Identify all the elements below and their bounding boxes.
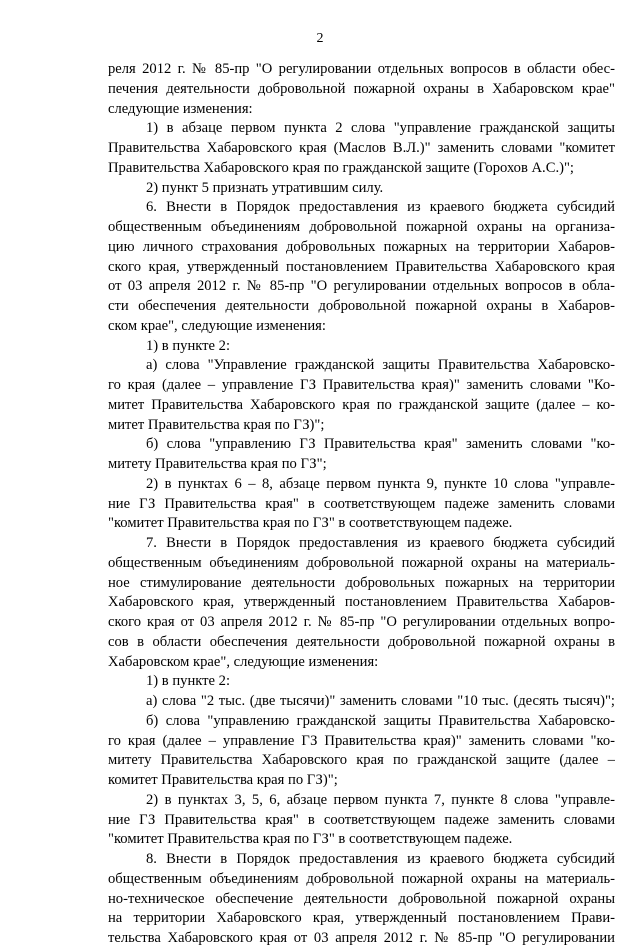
- text-line: б) слова "управлению гражданской защиты Правительства Хабаровско-: [146, 712, 615, 729]
- text-line: 7. Внести в Порядок предоставления из краевого бюджета субсидий: [146, 535, 615, 551]
- text-line: митет Правительства края по ГЗ)";: [108, 416, 325, 433]
- text-line: митету Правительства Хабаровского края по гражданской защите (далее –: [108, 752, 615, 769]
- text-line: реля 2012 г. № 85-пр "О регулировании отдельных вопросов в области обес-: [108, 61, 615, 77]
- text-line: "комитет Правительства края по ГЗ" в соответствующем падеже.: [108, 831, 513, 848]
- text-line: Правительства Хабаровского края (Маслов В.Л.)" заменить словами "комитет: [108, 140, 615, 156]
- text-line: 1) в пункте 2:: [146, 337, 231, 354]
- text-line: ском крае", следующие изменения:: [108, 317, 326, 334]
- text-line: ского края, утвержденный постановлением Правительства Хабаровского края: [108, 258, 615, 275]
- text-line: общественным объединениям добровольной пожарной охраны на материаль-: [108, 554, 615, 571]
- text-line: а) слова "Управление гражданской защиты Правительства Хабаровско-: [146, 357, 615, 374]
- text-line: 6. Внести в Порядок предоставления из краевого бюджета субсидий: [146, 199, 615, 216]
- text-line: 8. Внести в Порядок предоставления из краевого бюджета субсидий: [146, 851, 615, 867]
- text-line: "комитет Правительства края по ГЗ" в соответствующем падеже.: [108, 515, 513, 532]
- text-line: сов в области обеспечения деятельности добровольной пожарной охраны в: [108, 633, 615, 650]
- text-line: ное стимулирование деятельности добровольных пожарных на территории: [108, 574, 615, 591]
- text-line: 2) пункт 5 признать утратившим силу.: [146, 179, 384, 196]
- text-line: 2) в пунктах 6 – 8, абзаце первом пункта 9, пункте 10 слова "управле-: [146, 475, 615, 492]
- text-line: го края (далее – управление ГЗ Правительства края)" заменить словами "ко-: [108, 732, 615, 749]
- text-line: печения деятельности добровольной пожарной охраны в Хабаровском крае": [108, 80, 615, 97]
- text-line: тельства Хабаровского края от 03 апреля 2012 г. № 85-пр "О регулировании: [108, 930, 615, 946]
- text-line: ского края от 03 апреля 2012 г. № 85-пр "О регулировании отдельных вопро-: [108, 614, 615, 630]
- text-line: на территории Хабаровского края, утвержденный постановлением Прави-: [108, 910, 615, 927]
- text-line: митету Правительства края по ГЗ";: [108, 456, 327, 472]
- text-line: ние ГЗ Правительства края" в соответствующем падеже заменить словами: [108, 811, 615, 828]
- text-line: сти обеспечения деятельности добровольной пожарной охраны в Хабаров-: [108, 298, 615, 314]
- document-body: [108, 60, 615, 949]
- text-line: ние ГЗ Правительства края" в соответствующем падеже заменить словами: [108, 495, 615, 512]
- text-line: го края (далее – управление ГЗ Правительства края)" заменить словами "Ко-: [108, 377, 615, 393]
- text-line: а) слова "2 тыс. (две тысячи)" заменить словами "10 тыс. (десять тысяч)";: [146, 693, 615, 709]
- text-line: б) слова "управлению ГЗ Правительства края" заменить словами "ко-: [146, 436, 615, 453]
- text-line: 2) в пунктах 3, 5, 6, абзаце первом пункта 7, пункте 8 слова "управле-: [146, 791, 615, 808]
- text-line: но-техническое обеспечение деятельности добровольной пожарной охраны: [108, 890, 615, 907]
- text-line: от 03 апреля 2012 г. № 85-пр "О регулировании отдельных вопросов в обла-: [108, 278, 615, 295]
- text-line: комитет Правительства края по ГЗ)";: [108, 772, 338, 788]
- text-line: Правительства Хабаровского края по гражданской защите (Горохов А.С.)";: [108, 159, 574, 176]
- page-number: 2: [316, 31, 324, 46]
- text-line: цию личного страхования добровольных пожарных на территории Хабаров-: [108, 238, 615, 255]
- text-line: следующие изменения:: [108, 100, 253, 117]
- text-line: 1) в абзаце первом пункта 2 слова "управление гражданской защиты: [146, 120, 615, 137]
- text-line: Хабаровского края, утвержденный постановлением Правительства Хабаров-: [108, 594, 615, 611]
- text-line: митет Правительства Хабаровского края по гражданской защите (далее – ко-: [108, 396, 615, 413]
- text-line: Хабаровском крае", следующие изменения:: [108, 653, 379, 670]
- text-line: общественным объединениям добровольной пожарной охраны на организа-: [108, 219, 615, 235]
- text-line: 1) в пункте 2:: [146, 673, 231, 690]
- text-line: общественным объединениям добровольной пожарной охраны на материаль-: [108, 870, 615, 887]
